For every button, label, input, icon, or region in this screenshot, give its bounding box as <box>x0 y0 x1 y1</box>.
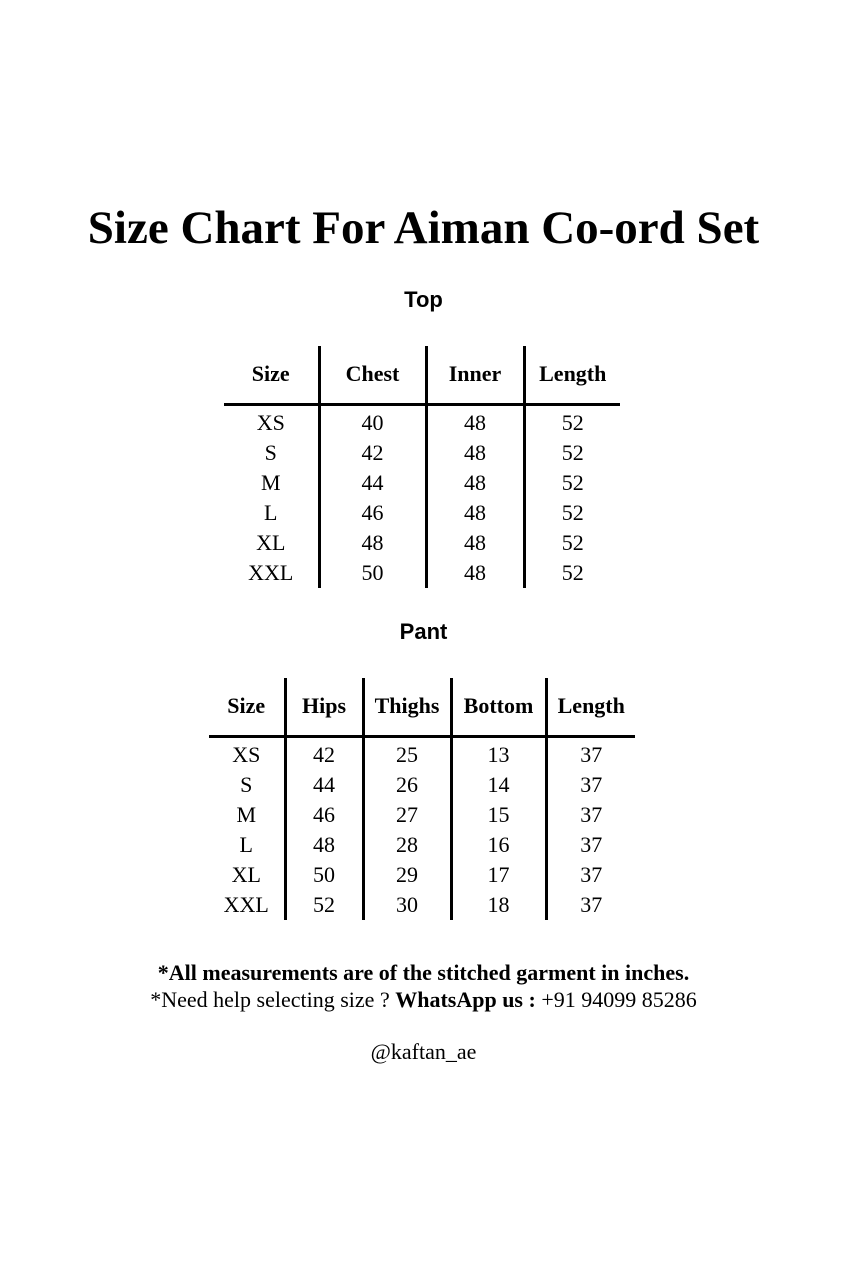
inner-cell: 48 <box>426 468 524 498</box>
inner-cell: 48 <box>426 498 524 528</box>
bottom-cell: 18 <box>451 890 546 920</box>
help-prefix: *Need help selecting size ? <box>150 987 396 1012</box>
table-row <box>224 498 620 528</box>
bottom-cell: 14 <box>451 770 546 800</box>
help-line <box>0 986 847 1014</box>
hips-cell: 46 <box>285 800 363 830</box>
chest-cell: 42 <box>319 438 426 468</box>
length-cell: 52 <box>524 528 620 558</box>
bottom-cell: 15 <box>451 800 546 830</box>
chest-cell: 48 <box>319 528 426 558</box>
size-cell: M <box>260 469 281 495</box>
column-header: Inner <box>426 346 524 404</box>
length-cell: 37 <box>546 830 635 860</box>
thighs-cell: 28 <box>363 830 451 860</box>
bottom-cell: 13 <box>451 736 546 770</box>
pant-size-table <box>209 678 635 920</box>
thighs-cell: 25 <box>363 736 451 770</box>
top-section-heading: Top <box>404 287 443 312</box>
table-row <box>224 528 620 558</box>
hips-cell: 50 <box>285 860 363 890</box>
top-size-table <box>224 346 620 588</box>
thighs-cell: 30 <box>363 890 451 920</box>
social-handle: @kaftan_ae <box>370 1039 477 1064</box>
measurement-note: *All measurements are of the stitched garment in inches. <box>157 960 690 985</box>
column-header: Size <box>251 361 290 387</box>
size-cell: M <box>236 801 257 827</box>
size-cell: XXL <box>248 559 294 585</box>
size-cell: S <box>264 439 277 465</box>
thighs-cell: 26 <box>363 770 451 800</box>
size-cell: XS <box>256 409 285 435</box>
table-row <box>209 830 635 860</box>
chest-cell: 50 <box>319 558 426 588</box>
table-row <box>224 558 620 588</box>
chest-cell: 44 <box>319 468 426 498</box>
inner-cell: 48 <box>426 404 524 438</box>
hips-cell: 52 <box>285 890 363 920</box>
pant-section-heading: Pant <box>399 619 448 644</box>
table-row <box>209 860 635 890</box>
table-row <box>224 468 620 498</box>
length-cell: 52 <box>524 404 620 438</box>
column-header: Chest <box>319 346 426 404</box>
length-cell: 52 <box>524 468 620 498</box>
length-cell: 37 <box>546 736 635 770</box>
chest-cell: 46 <box>319 498 426 528</box>
page-title: Size Chart For Aiman Co-ord Set <box>87 202 760 254</box>
phone-number: +91 94099 85286 <box>541 987 697 1012</box>
hips-cell: 48 <box>285 830 363 860</box>
bottom-cell: 17 <box>451 860 546 890</box>
inner-cell: 48 <box>426 528 524 558</box>
length-cell: 37 <box>546 860 635 890</box>
thighs-cell: 29 <box>363 860 451 890</box>
inner-cell: 48 <box>426 558 524 588</box>
column-header: Hips <box>285 678 363 736</box>
column-header: Length <box>524 346 620 404</box>
length-cell: 52 <box>524 558 620 588</box>
column-header: Bottom <box>451 678 546 736</box>
size-cell: L <box>264 499 278 525</box>
thighs-cell: 27 <box>363 800 451 830</box>
table-row <box>224 438 620 468</box>
length-cell: 37 <box>546 800 635 830</box>
size-cell: XL <box>256 529 286 555</box>
inner-cell: 48 <box>426 438 524 468</box>
size-cell: XS <box>232 741 261 767</box>
column-header: Size <box>227 693 266 719</box>
table-row <box>209 736 635 770</box>
length-cell: 37 <box>546 770 635 800</box>
length-cell: 52 <box>524 498 620 528</box>
table-row <box>224 404 620 438</box>
bottom-cell: 16 <box>451 830 546 860</box>
length-cell: 52 <box>524 438 620 468</box>
size-cell: S <box>240 771 253 797</box>
table-row <box>209 800 635 830</box>
length-cell: 37 <box>546 890 635 920</box>
hips-cell: 44 <box>285 770 363 800</box>
column-header: Thighs <box>363 678 451 736</box>
chest-cell: 40 <box>319 404 426 438</box>
size-cell: XXL <box>223 891 269 917</box>
whatsapp-label: WhatsApp us : <box>395 987 542 1012</box>
table-row <box>209 890 635 920</box>
column-header: Length <box>546 678 635 736</box>
table-row <box>209 770 635 800</box>
size-cell: XL <box>231 861 261 887</box>
size-cell: L <box>239 831 253 857</box>
hips-cell: 42 <box>285 736 363 770</box>
